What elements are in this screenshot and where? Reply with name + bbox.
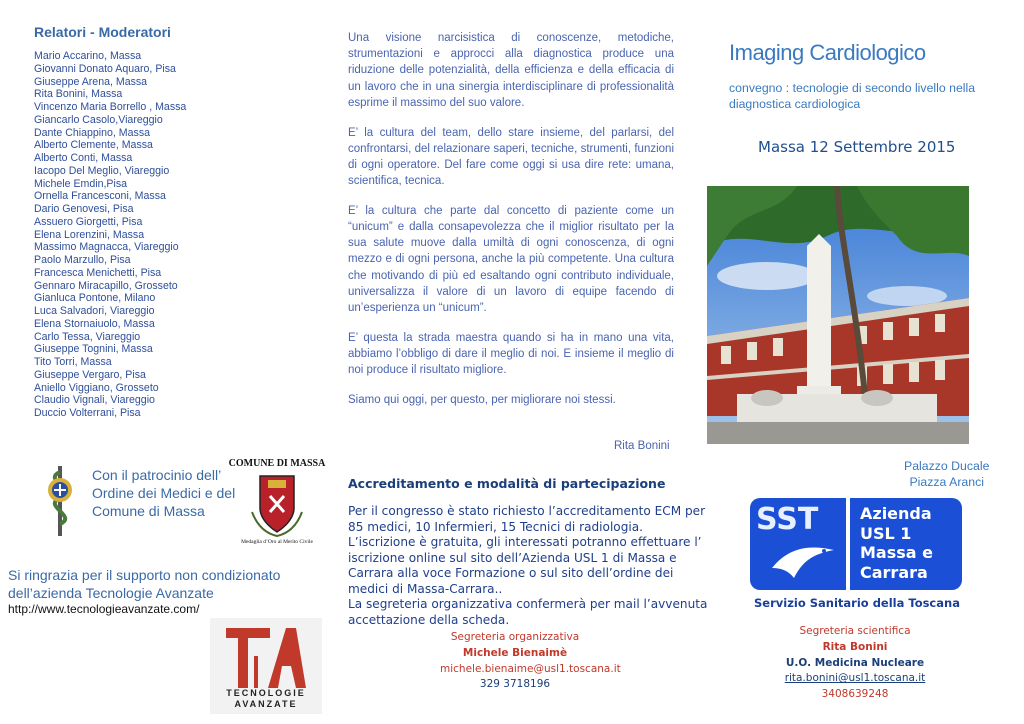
speaker-item: Massimo Magnacca, Viareggio [34, 241, 179, 254]
seagull-icon [768, 538, 838, 586]
speaker-item: Assuero Giorgetti, Pisa [34, 215, 143, 228]
speaker-item: Mario Accarino, Massa [34, 50, 142, 62]
speaker-item: Carlo Tessa, Viareggio [34, 330, 141, 343]
speaker-item: Giuseppe Vergaro, Pisa [34, 368, 146, 381]
usl-line: Carrara [860, 562, 928, 582]
medical-order-emblem [32, 462, 88, 540]
intro-paragraph: Siamo qui oggi, per questo, per migliorare noi stessi. [348, 393, 616, 406]
speaker-item: Giuseppe Arena, Massa [34, 75, 148, 88]
intro-signature: Rita Bonini [614, 440, 670, 452]
speaker-item: Paolo Marzullo, Pisa [34, 254, 131, 266]
accreditation-line: Per il congresso è stato richiesto l’accreditamento ECM per [348, 504, 706, 518]
secretariat-email-link[interactable]: rita.bonini@usl1.toscana.it [784, 672, 926, 685]
relatori-title: Relatori - Moderatori [34, 24, 171, 40]
speaker-item: Duccio Volterrani, Pisa [34, 407, 141, 419]
intro-paragraph: E’ questa la strada maestra quando si ha in mano una vita, abbiamo l’obbligo di dare il meglio di noi. E insieme il meglio di noi produce il risultato migliore. [348, 331, 674, 377]
accreditation-body [348, 504, 708, 628]
speaker-item: Rita Bonini, Massa [34, 88, 123, 101]
ta-logo-icon [224, 626, 308, 688]
speaker-item: Gennaro Miracapillo, Grosseto [34, 279, 178, 292]
accreditation-title: Accreditamento e modalità di partecipazione [348, 476, 666, 491]
speaker-item: Iacopo Del Meglio, Viareggio [34, 164, 170, 177]
ta-logo-caption: AVANZATE [234, 699, 298, 709]
venue [904, 458, 989, 490]
intro-paragraph: E’ la cultura del team, dello stare insieme, del parlarsi, del confrontarsi, del relazionare saperi, tecniche, strumenti, funzioni di ogni operatore. Del fare come oggi si usa dire rete: umana, scientifica, tecnica. [348, 126, 674, 188]
speaker-item: Luca Salvadori, Viareggio [34, 305, 155, 317]
speaker-item: Francesca Menichetti, Pisa [34, 266, 162, 279]
accreditation-line: Carrara alla voce Formazione o sul sito dell’ordine dei [348, 566, 674, 580]
azienda-usl1-logo [746, 498, 966, 618]
speaker-item: Gianluca Pontone, Milano [34, 292, 156, 305]
secretariat-name: Michele Bienaimè [462, 646, 568, 659]
accreditation-line: accettazione della scheda. [348, 612, 510, 627]
usl-line: Massa e [860, 543, 933, 562]
organizing-secretariat [440, 630, 621, 693]
speaker-item: Elena Lorenzini, Massa [34, 228, 145, 241]
patronage-line: Con il patrocinio dell’ [92, 467, 222, 483]
speaker-item: Giuseppe Tognini, Massa [34, 343, 153, 356]
accreditation-line: La segreteria organizzativa confermerà per mail l’avvenuta [348, 597, 708, 611]
event-date: Massa 12 Settembre 2015 [758, 138, 956, 156]
sponsor-url-link[interactable]: http://www.tecnologieavanzate.com/ [8, 602, 200, 616]
event-title: Imaging Cardiologico [729, 40, 926, 65]
speaker-item: Giovanni Donato Aquaro, Pisa [34, 62, 176, 75]
ta-logo-caption: TECNOLOGIE [226, 688, 306, 698]
secretariat-name: Rita Bonini [822, 640, 888, 653]
accreditation-line: medici di Massa-Carrara.. [348, 581, 503, 596]
speaker-item: Ornella Francesconi, Massa [34, 190, 166, 203]
speaker-item: Elena Stornaiuolo, Massa [34, 317, 155, 330]
venue-line: Piazza Aranci [909, 475, 984, 489]
patronage-line: Comune di Massa [92, 503, 205, 519]
palazzo-ducale-photo [707, 186, 969, 444]
intro-text [348, 30, 674, 422]
speaker-item: Alberto Clemente, Massa [34, 139, 153, 152]
comune-di-massa-logo [228, 456, 326, 548]
speaker-item: Alberto Conti, Massa [34, 152, 133, 164]
secretariat-email-link[interactable]: michele.bienaime@usl1.toscana.it [440, 662, 621, 675]
speaker-item: Dario Genovesi, Pisa [34, 203, 134, 215]
thanks-line: dell’azienda Tecnologie Avanzate [8, 585, 214, 601]
speaker-item: Aniello Viggiano, Grosseto [34, 381, 159, 394]
secretariat-phone: 3408639248 [821, 688, 889, 701]
secretariat-unit: U.O. Medicina Nucleare [785, 656, 925, 669]
thanks-line: Si ringrazia per il supporto non condizionato [8, 567, 281, 583]
speaker-list [34, 50, 314, 420]
accreditation-line: L’iscrizione è gratuita, gli interessati potranno effettuare l’ [348, 535, 702, 549]
speaker-item: Tito Torri, Massa [34, 356, 112, 368]
speaker-item: Michele Emdin,Pisa [34, 177, 128, 190]
secretariat-phone: 329 3718196 [479, 678, 551, 691]
usl-line: Azienda [860, 504, 932, 523]
accreditation-line: 85 medici, 10 Infermieri, 15 Tecnici di radiologia. [348, 519, 643, 534]
thanks-text [8, 566, 318, 602]
intro-paragraph: E’ la cultura che parte dal concetto di paziente come un “unicum” e dalla consapevolezza che il miglior risultato per la sua salute muove dalla umiltà di ogni conoscenza, di ogni mezzo e di ogni persona, anche la più competente. Una cultura che motivando di più ed esaltando ogni contributo individuale, universalizza il valore di un lavoro di equipe facendo di un’esperienza un “unicum”. [348, 204, 674, 315]
tecnologie-avanzate-logo [210, 618, 322, 714]
comune-subtitle: Medaglia d’Oro al Merito Civile [241, 539, 313, 545]
intro-paragraph: Una visione narcisistica di conoscenze, metodiche, strumentazioni e approcci alla diagnostica produce una riduzione delle potenzialità, della efficienza e della efficacia di un lavoro che in una sinergia interdisciplinare di professionalità esprime il massimo del suo valore. [348, 32, 674, 109]
event-subtitle: convegno : tecnologie di secondo livello nella diagnostica cardiologica [729, 81, 976, 111]
speaker-item: Claudio Vignali, Viareggio [34, 394, 155, 407]
speaker-item: Giancarlo Casolo,Viareggio [34, 113, 163, 126]
scientific-secretariat [770, 624, 940, 703]
usl-name-block [850, 498, 962, 590]
patronage-line: Ordine dei Medici e del [92, 485, 236, 501]
sst-block [750, 498, 846, 590]
usl-footer-text: Servizio Sanitario della Toscana [754, 596, 960, 610]
sst-text: SST [756, 502, 819, 537]
usl-name-text [860, 504, 933, 582]
usl-line: USL 1 [860, 523, 912, 543]
comune-title: COMUNE DI MASSA [228, 458, 326, 469]
secretariat-label: Segreteria organizzativa [450, 631, 580, 643]
accreditation-line: iscrizione online sul sito dell’Azienda USL 1 di Massa e [348, 550, 677, 565]
speaker-item: Dante Chiappino, Massa [34, 126, 151, 139]
speaker-item: Vincenzo Maria Borrello , Massa [34, 101, 187, 113]
venue-line: Palazzo Ducale [904, 459, 990, 473]
secretariat-label: Segreteria scientifica [799, 625, 911, 637]
coat-of-arms-icon [250, 472, 304, 538]
